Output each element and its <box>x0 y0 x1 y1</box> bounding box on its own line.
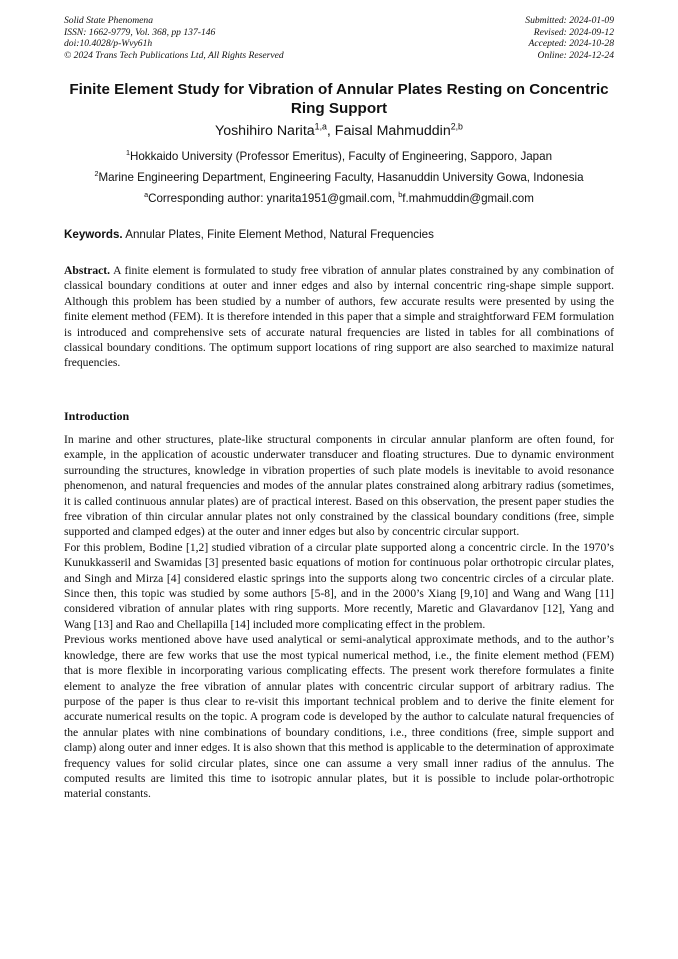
date-online: Online: 2024-12-24 <box>537 49 614 61</box>
author-2-superscript: 2,b <box>450 121 463 132</box>
affiliation-2-superscript: 2 <box>94 169 99 179</box>
affiliation-2 <box>64 171 614 185</box>
date-accepted: Accepted: 2024-10-28 <box>528 38 614 50</box>
introduction-body <box>64 432 614 802</box>
keywords-text: Annular Plates, Finite Element Method, Natural Frequencies <box>122 228 434 241</box>
affiliation-1-superscript: 1 <box>125 148 130 158</box>
journal-issn: ISSN: 1662-9779, Vol. 368, pp 137-146 <box>64 26 216 38</box>
author-line <box>64 123 614 140</box>
publication-dates <box>525 15 614 61</box>
email-a-text: Corresponding author: ynarita1951@gmail.com, <box>148 192 399 205</box>
author-2: Faisal Mahmuddin <box>334 123 451 139</box>
email-a-superscript: a <box>144 190 149 200</box>
journal-doi: doi:10.4028/p-Wvy61h <box>64 38 153 50</box>
date-revised: Revised: 2024-09-12 <box>533 26 614 38</box>
author-separator: , <box>326 123 335 139</box>
author-1-superscript: 1,a <box>314 121 327 132</box>
email-b-text: f.mahmuddin@gmail.com <box>402 192 534 205</box>
date-submitted: Submitted: 2024-01-09 <box>525 15 614 26</box>
affiliation-1-text: Hokkaido University (Professor Emeritus), Faculty of Engineering, Sapporo, Japan <box>129 150 553 163</box>
email-line <box>64 192 614 206</box>
email-b-superscript: b <box>398 190 403 200</box>
affiliation-1 <box>64 150 614 164</box>
introduction-paragraph: Previous works mentioned above have used analytical or semi-analytical approximate methods, and to the author’s knowledge, there are few works that use the most typical numerical method, i.e., the finite element method (FEM) that is more flexible in incorporating various complicating effects. The present work therefore formulates a finite element to analyze the free vibration of annular plates with concentric circular support of arbitrary radius. The purpose of the paper is thus clear to re-visit this important technical problem and to derive the finite element for accurate numerical results on the topic. A program code is developed by the author to calculate natural frequencies of the annular plates with nine combinations of boundary conditions, i.e., three conditions (free, simple support and clamp) along outer and inner edges. It is also shown that this method is applicable to the determination of approximate frequency values for solid circular plates, since one can assume a very small inner radius of the annulus. The computed results are limited this time to isotropic annular plates, but it is possible to include polar-orthotropic material constants. <box>64 633 614 801</box>
keywords-label: Keywords. <box>64 228 123 241</box>
introduction-paragraph: For this problem, Bodine [1,2] studied vibration of a circular plate supported along a concentric circle. In the 1970’s Kunukkasseril and Swamidas [3] presented basic equations of motion for continuous polar orthotropic circular plates, and Singh and Mirza [4] considered elastic springs into the supports along two concentric circles of a circular plate. Since then, this topic was studied by some authors [5-8], and in the 2000’s Xiang [9,10] and Wang and Wang [11] considered vibration of annular plates with ring supports. More recently, Maretic and Glavardanov [12], Yang and Wang [13] and Rao and Chellapilla [14] included more complicating effect in the problem. <box>64 540 614 631</box>
affiliation-2-text: Marine Engineering Department, Engineering Faculty, Hasanuddin University Gowa, Indonesia <box>98 171 584 184</box>
keywords-line <box>64 228 614 242</box>
author-1: Yoshihiro Narita <box>215 123 315 139</box>
journal-info <box>64 15 284 61</box>
journal-copyright: © 2024 Trans Tech Publications Ltd, All Rights Reserved <box>64 49 284 61</box>
abstract-text: A finite element is formulated to study free vibration of annular plates constrained by any combination of classical boundary conditions at outer and inner edges and also by internal concentric ring-shape simple support. Although this problem has been studied by a number of authors, few accurate results were presented by using the finite element method (FEM). It is therefore intended in this paper that a simple and straightforward FEM formulation is introduced and comprehensive sets of accurate natural frequencies are listed in tables for all combinations of classical boundary conditions. The optimum support locations of ring support are also searched to maximize natural frequencies. <box>64 264 614 370</box>
introduction-heading: Introduction <box>64 409 130 423</box>
paper-title: Finite Element Study for Vibration of Annular Plates Resting on Concentric Ring Support <box>69 81 609 117</box>
introduction-paragraph: In marine and other structures, plate-like structural components in circular annular planform are often found, for example, in the application of acoustic underwater transducer and floating structures. Due to dynamic environment surrounding the structures, knowledge in vibration properties of such plate models is inevitable to avoid resonance phenomenon, and natural frequencies and modes of the annular plates constrained along arbitrary radius (sometimes, it is called continuous annular plates) are of practical interest. Based on this observation, the present paper studies the free vibration of thin circular annular plates not only constrained by the classical boundary conditions (free, simple supported and clamped edges) at the outer and inner edges but also by concentric circular support. <box>64 433 614 539</box>
abstract-label: Abstract. <box>64 264 111 277</box>
journal-name: Solid State Phenomena <box>64 15 153 26</box>
abstract-paragraph <box>64 263 614 371</box>
